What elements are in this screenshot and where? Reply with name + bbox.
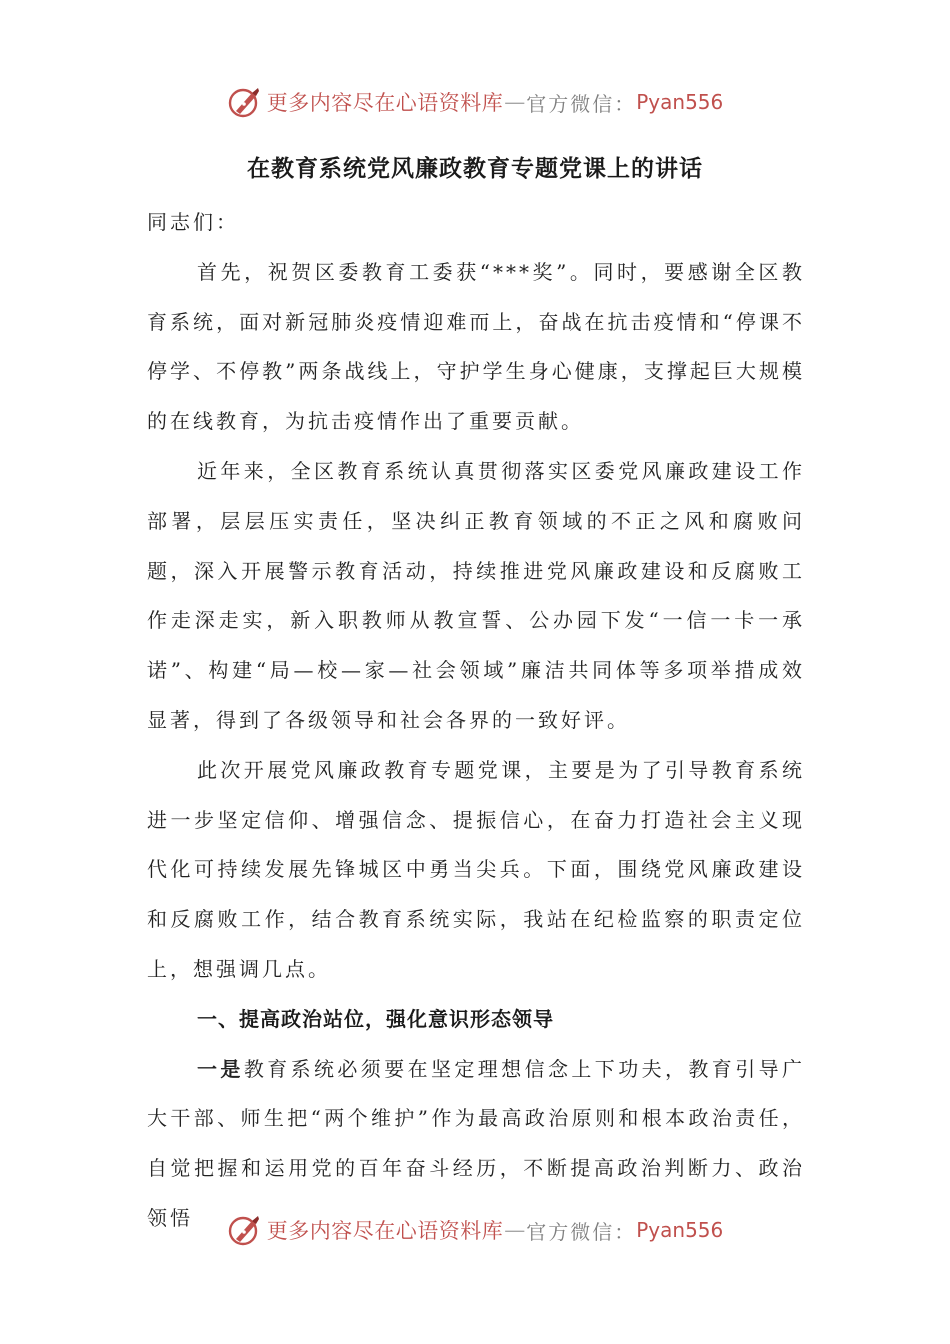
paragraph-2: 近年来，全区教育系统认真贯彻落实区委党风廉政建设工作部署，层层压实责任，坚决纠正教育领域的不正之风和腐败问题，深入开展警示教育活动，持续推进党风廉政建设和反腐败工作走深走实，新入职教师从教宣誓、公办园下发“一信一卡一承诺”、构建“局—校—家—社会领域”廉洁共同体等多项举措成效显著，得到了各级领导和社会各界的一致好评。 [147, 458, 805, 732]
watermark-banner-bottom [0, 1210, 950, 1250]
watermark-wechat-label: 官方微信： [526, 1219, 637, 1244]
watermark-dash: — [504, 90, 526, 114]
pen-nib-circle-logo-icon [227, 1213, 261, 1247]
paragraph-4-lead: 一是 [197, 1056, 244, 1081]
paragraph-4-text: 教育系统必须要在坚定理想信念上下功夫，教育引导广大干部、师生把“两个维护”作为最高政治原则和根本政治责任，自觉把握和运用党的百年奋斗经历，不断提高政治判断力、政治领悟 [147, 1056, 806, 1230]
document-title: 在教育系统党风廉政教育专题党课上的讲话 [247, 156, 703, 182]
watermark-text: 更多内容尽在心语资料库 [266, 91, 504, 115]
greeting: 同志们： [147, 210, 239, 234]
watermark-dash: — [504, 1218, 526, 1242]
paragraph-1: 首先，祝贺区委教育工委获“***奖”。同时，要感谢全区教育系统，面对新冠肺炎疫情迎难而上，奋战在抗击疫情和“停课不停学、不停教”两条战线上，守护学生身心健康，支撑起巨大规模的在线教育，为抗击疫情作出了重要贡献。 [147, 259, 805, 434]
watermark-wechat-label: 官方微信： [526, 91, 637, 116]
watermark-text: 更多内容尽在心语资料库 [266, 1219, 504, 1243]
watermark-wechat-id: Pyan556 [636, 1218, 724, 1242]
pen-nib-circle-logo-icon [227, 85, 261, 119]
paragraph-3: 此次开展党风廉政教育专题党课，主要是为了引导教育系统进一步坚定信仰、增强信念、提振信心，在奋力打造社会主义现代化可持续发展先锋城区中勇当尖兵。下面，围绕党风廉政建设和反腐败工作，结合教育系统实际，我站在纪检监察的职责定位上，想强调几点。 [147, 757, 805, 981]
section-heading: 一、提高政治站位，强化意识形态领导 [197, 1006, 554, 1031]
watermark-wechat-id: Pyan556 [636, 90, 724, 114]
document-body [147, 198, 805, 1244]
watermark-banner-top [0, 82, 950, 122]
